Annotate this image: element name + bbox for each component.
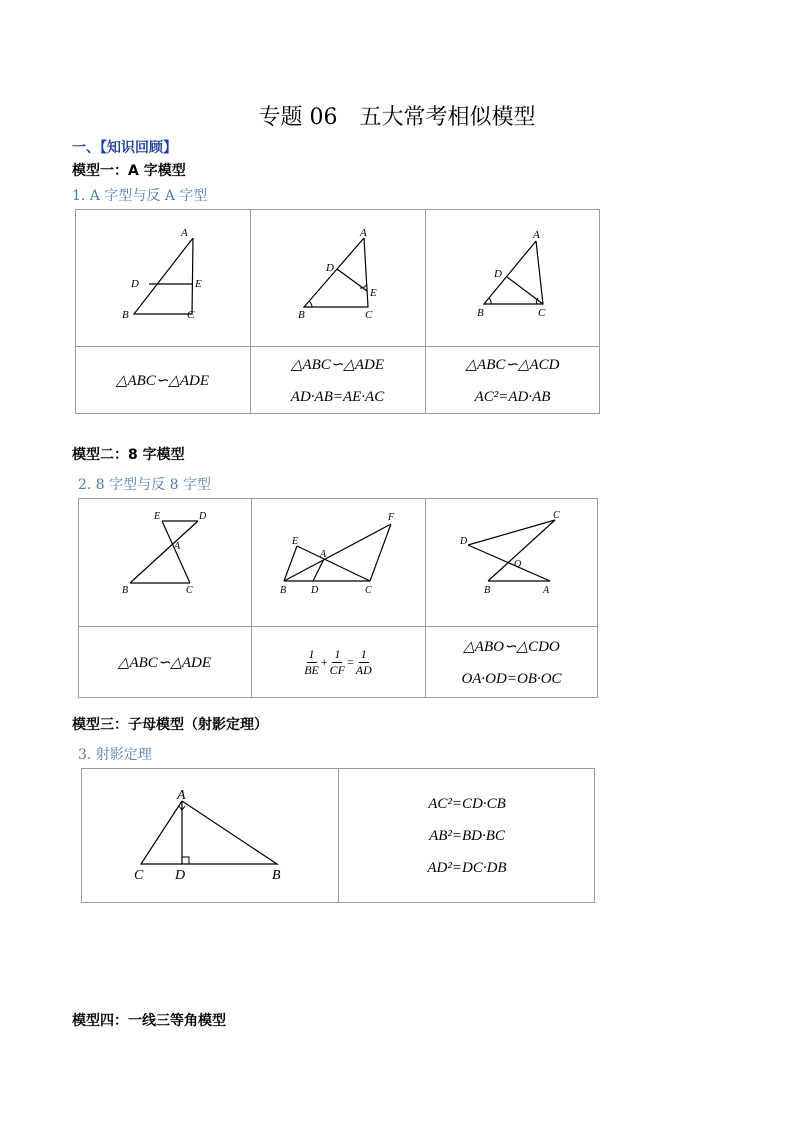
model1-heading: 模型一：A 字模型 (72, 163, 186, 179)
label-D: D (199, 511, 207, 522)
label-C: C (186, 585, 193, 596)
formula-cell (75, 347, 250, 414)
model2-heading: 模型二：8 字模型 (72, 447, 185, 463)
label-A: A (533, 229, 540, 241)
fraction: $\frac{1}{CF}$ (329, 647, 345, 677)
label-O: O (514, 559, 522, 570)
model2-subtitle: 2. 8 字型与反 8 字型 (78, 477, 211, 493)
label-A: A (181, 227, 188, 239)
model3-heading: 模型三：子母模型（射影定理） (72, 717, 268, 733)
label-B: B (484, 585, 491, 596)
section-heading: 一、【知识回顾】 (72, 140, 177, 156)
formula: △ABO∽△CDO (463, 638, 560, 655)
reverse-8-shape-figure (425, 498, 598, 626)
formula: OA·OD=OB·OC (461, 670, 562, 687)
label-A: A (543, 585, 550, 596)
model3-subtitle: 3. 射影定理 (78, 747, 152, 763)
a-shape-figure (75, 209, 250, 346)
label-B: B (272, 868, 281, 883)
label-C: C (553, 510, 560, 521)
label-D: D (326, 262, 334, 274)
formula-cell (250, 347, 425, 414)
label-B: B (298, 309, 305, 321)
page-title: 专题 06 五大常考相似模型 (258, 105, 536, 130)
formula: AB²=BD·BC (429, 828, 505, 844)
label-E: E (154, 511, 161, 522)
fraction: $\frac{1}{AD}$ (355, 647, 372, 677)
reciprocal-formula: 1 BE + $\frac{1}{CF}$ = $\frac{1}{AD}$ (304, 647, 372, 677)
label-F: F (388, 512, 395, 523)
label-D: D (131, 278, 139, 290)
formula-cell (78, 627, 251, 698)
model4-heading: 模型四：一线三等角模型 (72, 1013, 226, 1029)
label-B: B (280, 585, 287, 596)
formula: △ABC∽△ADE (115, 372, 210, 389)
label-B: B (122, 585, 129, 596)
label-E: E (195, 278, 202, 290)
8-shape-figure (78, 498, 251, 626)
model1-subtitle: 1. A 字型与反 A 字型 (72, 188, 208, 204)
label-C: C (365, 309, 373, 321)
formula: △ABC∽△ADE (117, 654, 212, 671)
reverse-a-shape-figure (250, 209, 425, 346)
label-C: C (134, 868, 144, 883)
label-D: D (460, 536, 468, 547)
label-D: D (311, 585, 319, 596)
formula: AD·AB=AE·AC (290, 388, 385, 405)
formula-cell (425, 627, 598, 698)
formula: AD²=DC·DB (427, 860, 507, 876)
label-A: A (174, 541, 181, 552)
label-A: A (320, 549, 327, 560)
label-D: D (175, 868, 186, 883)
formula-cell (425, 347, 600, 414)
formula-cell (251, 627, 425, 698)
projection-theorem-figure (81, 768, 338, 903)
label-C: C (538, 307, 546, 319)
label-E: E (292, 536, 299, 547)
label-D: D (494, 268, 502, 280)
label-B: B (122, 309, 129, 321)
fraction: 1 BE (304, 647, 319, 677)
formula: △ABC∽△ADE (290, 356, 385, 373)
label-C: C (187, 309, 195, 321)
label-A: A (177, 788, 186, 803)
formula: △ABC∽△ACD (465, 356, 560, 373)
8-shape-parallel-figure (251, 498, 425, 626)
label-E: E (370, 287, 377, 299)
label-B: B (477, 307, 484, 319)
formula: AC²=AD·AB (474, 388, 551, 405)
reverse-a-shape-figure (425, 209, 600, 346)
label-A: A (360, 227, 367, 239)
label-C: C (365, 585, 372, 596)
formula-cell (339, 769, 595, 903)
formula: AC²=CD·CB (428, 796, 506, 812)
